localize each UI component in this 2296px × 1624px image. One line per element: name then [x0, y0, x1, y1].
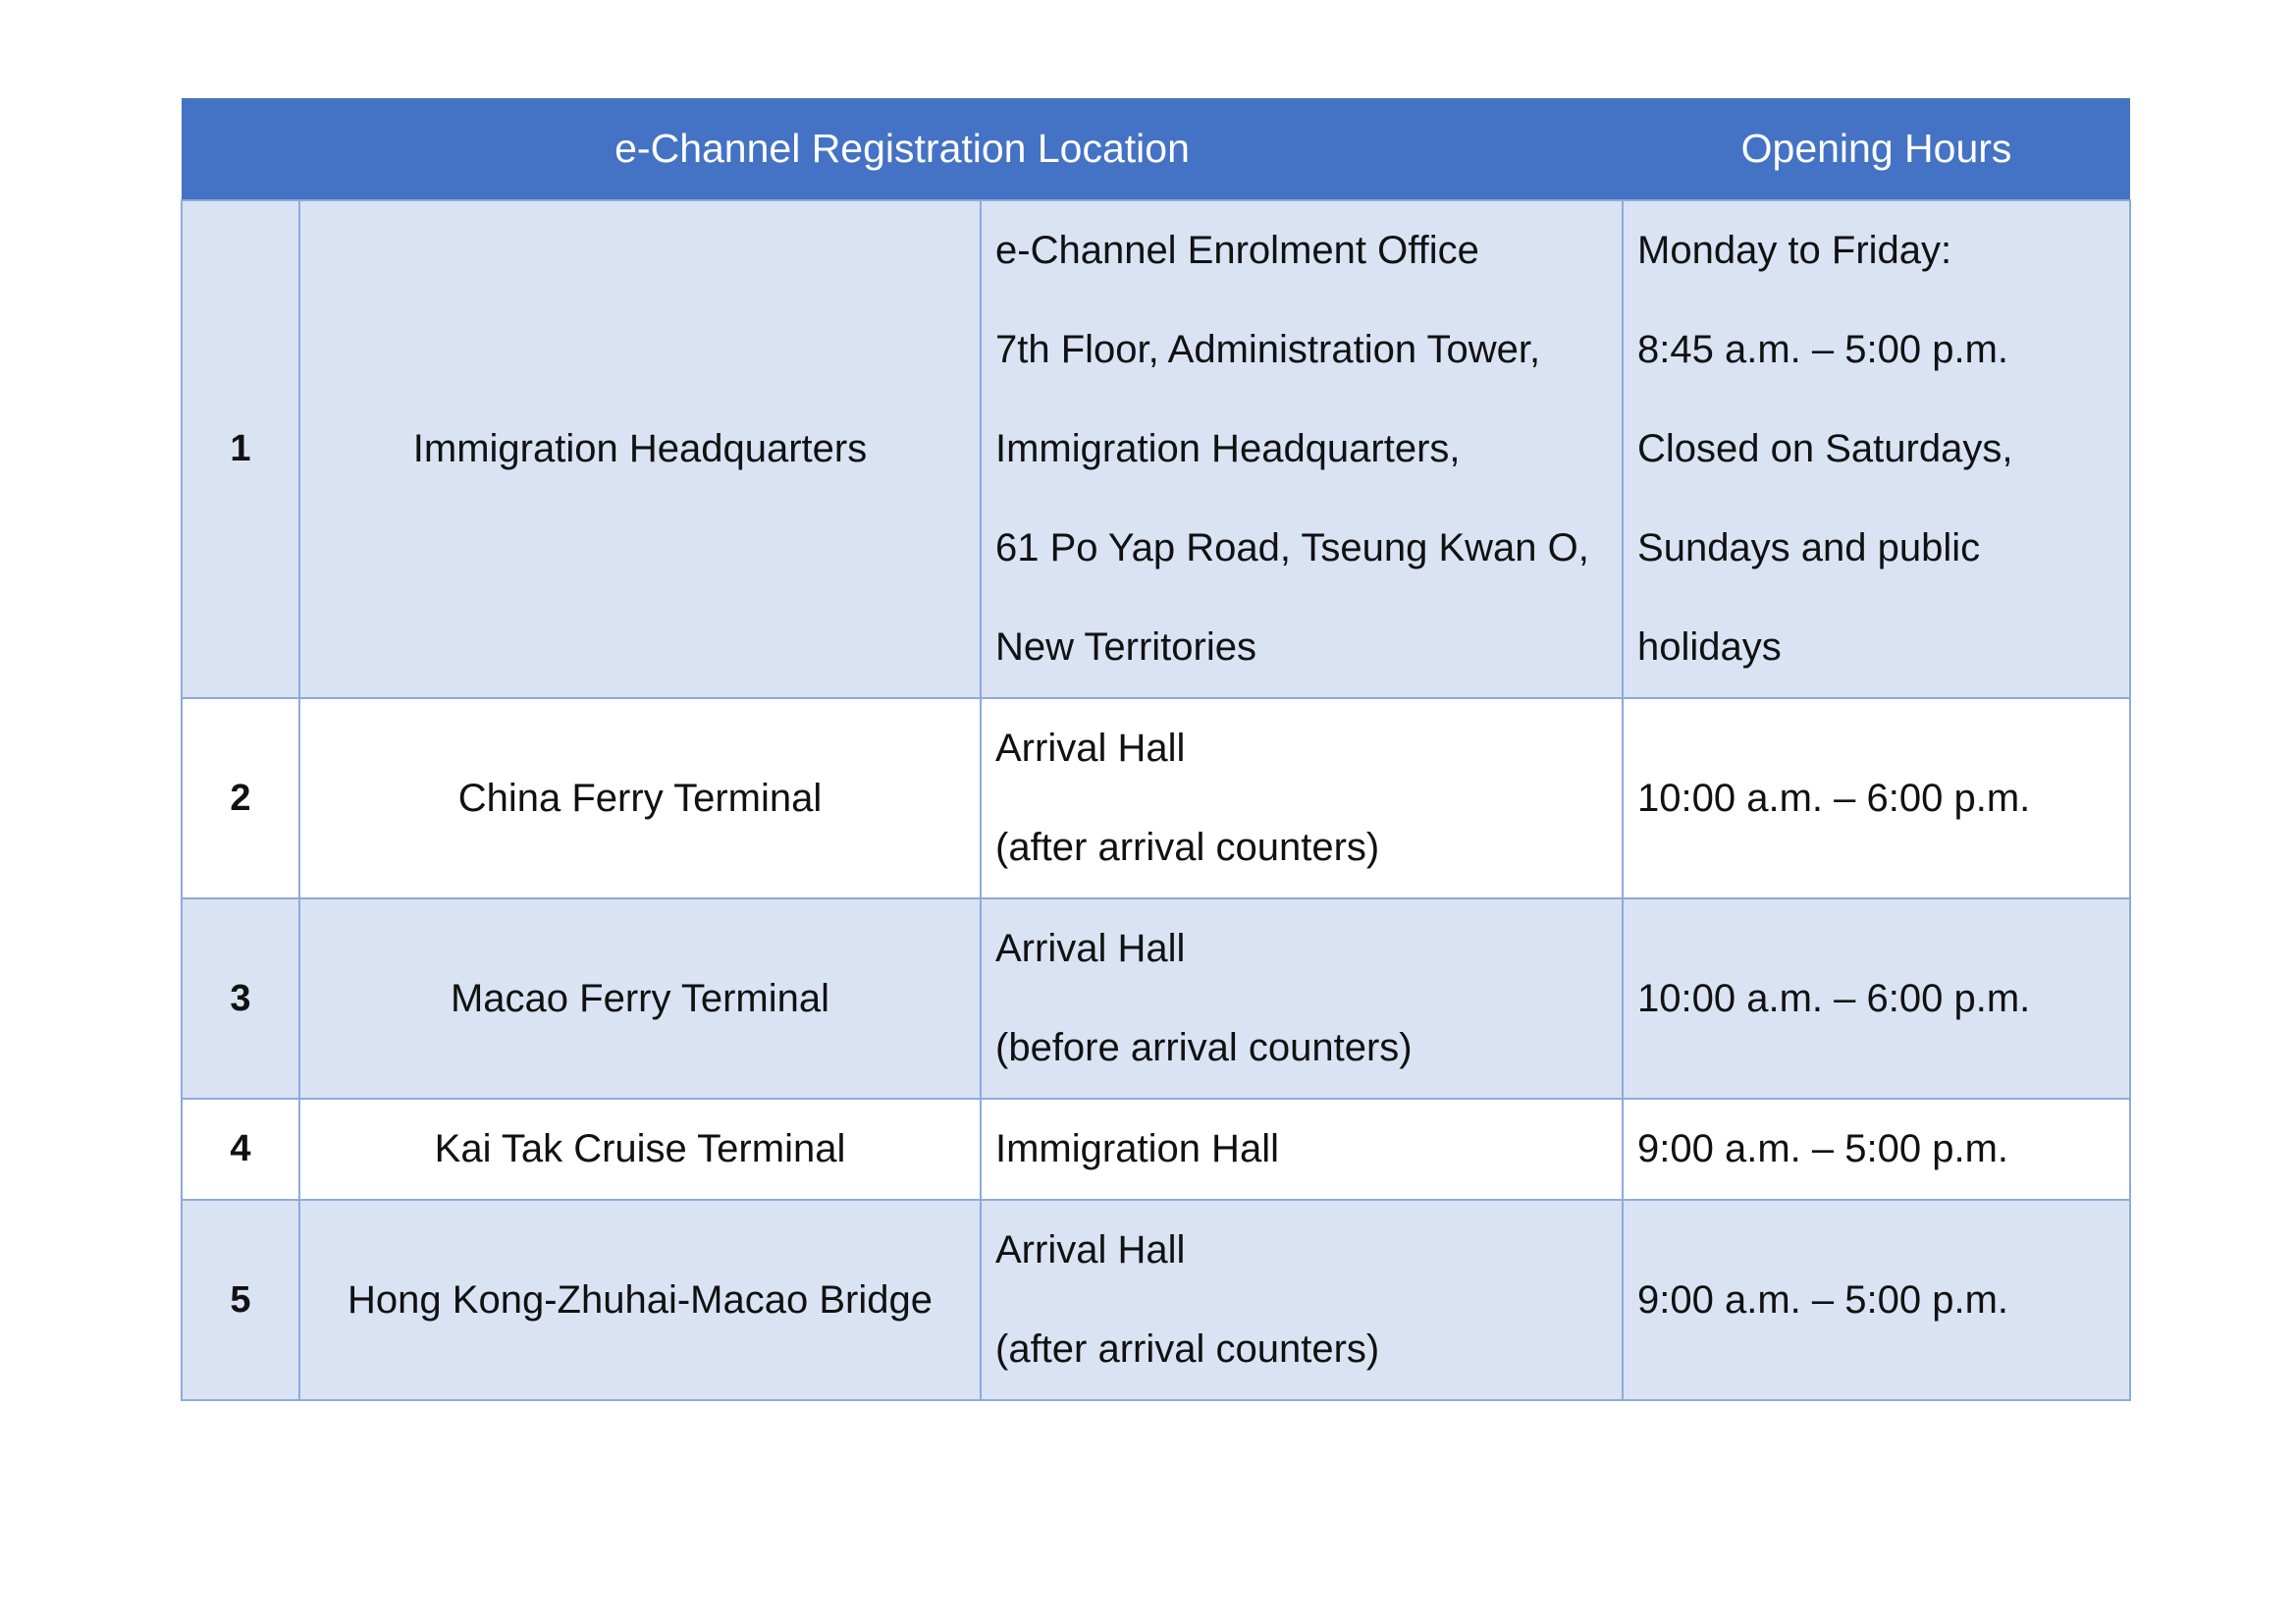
row-number: 3	[182, 898, 299, 1099]
row-number: 4	[182, 1099, 299, 1200]
location-address	[981, 698, 1623, 898]
table-row	[182, 898, 2130, 1099]
location-name: Macao Ferry Terminal	[299, 898, 981, 1099]
registration-locations-table	[181, 98, 2131, 1401]
row-number: 1	[182, 200, 299, 698]
address-line: Arrival Hall	[995, 727, 1186, 770]
location-name: China Ferry Terminal	[299, 698, 981, 898]
address-line: (after arrival counters)	[995, 1327, 1380, 1371]
address-line: (before arrival counters)	[995, 1026, 1413, 1069]
opening-hours	[1623, 898, 2130, 1099]
opening-hours	[1623, 698, 2130, 898]
table-row	[182, 1200, 2130, 1400]
header-opening-hours: Opening Hours	[1623, 98, 2130, 200]
table-row	[182, 1099, 2130, 1200]
header-row	[182, 98, 2130, 200]
hours-line: holidays	[1637, 625, 1782, 669]
address-line: New Territories	[995, 625, 1256, 669]
address-line: Arrival Hall	[995, 1228, 1186, 1272]
location-address	[981, 1200, 1623, 1400]
hours-line: 8:45 a.m. – 5:00 p.m.	[1637, 328, 2009, 371]
location-address	[981, 200, 1623, 698]
opening-hours	[1623, 1099, 2130, 1200]
hours-line: Sundays and public	[1637, 526, 1981, 569]
hours-line: Closed on Saturdays,	[1637, 427, 2013, 470]
hours-line: 10:00 a.m. – 6:00 p.m.	[1637, 776, 2031, 820]
table-row	[182, 200, 2130, 698]
address-line: 7th Floor, Administration Tower,	[995, 328, 1541, 371]
location-name: Hong Kong-Zhuhai-Macao Bridge	[299, 1200, 981, 1400]
location-address	[981, 1099, 1623, 1200]
opening-hours	[1623, 1200, 2130, 1400]
hours-line: 9:00 a.m. – 5:00 p.m.	[1637, 1127, 2009, 1170]
address-line: 61 Po Yap Road, Tseung Kwan O,	[995, 526, 1589, 569]
row-number: 2	[182, 698, 299, 898]
address-line: e-Channel Enrolment Office	[995, 229, 1479, 272]
header-location: e-Channel Registration Location	[182, 98, 1623, 200]
address-line: Arrival Hall	[995, 927, 1186, 970]
address-line: Immigration Headquarters,	[995, 427, 1461, 470]
opening-hours	[1623, 200, 2130, 698]
location-name: Kai Tak Cruise Terminal	[299, 1099, 981, 1200]
table-header	[182, 98, 2130, 200]
location-address	[981, 898, 1623, 1099]
hours-line: Monday to Friday:	[1637, 229, 1952, 272]
table-row	[182, 698, 2130, 898]
hours-line: 10:00 a.m. – 6:00 p.m.	[1637, 976, 2031, 1020]
hours-line: 9:00 a.m. – 5:00 p.m.	[1637, 1277, 2009, 1322]
row-number: 5	[182, 1200, 299, 1400]
address-line: Immigration Hall	[995, 1127, 1279, 1170]
address-line: (after arrival counters)	[995, 826, 1380, 869]
location-name: Immigration Headquarters	[299, 200, 981, 698]
table-body	[182, 200, 2130, 1400]
